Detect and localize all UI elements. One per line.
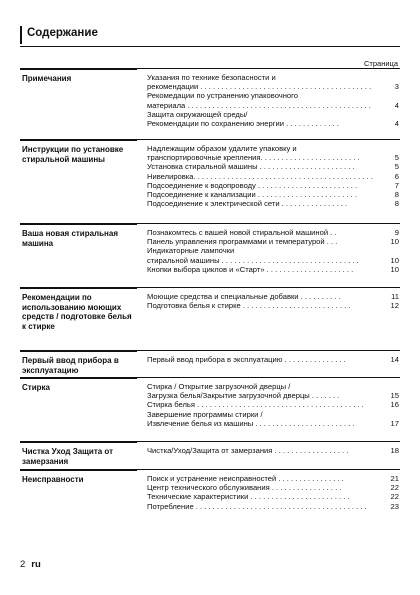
toc-entry-page: 18 xyxy=(390,446,399,455)
footer xyxy=(20,559,41,570)
toc-entry-text: Центр технического обслуживания . . . . . . . . . . . . . . . . . xyxy=(147,483,342,493)
toc-entry-text: Надлежащим образом удалите упаковку и xyxy=(147,144,297,153)
toc-entry-page: 3 xyxy=(394,82,399,92)
toc-entry-text: Указания по технике безопасности и xyxy=(147,73,276,82)
toc-entry-page: 8 xyxy=(394,199,399,209)
section-divider-bold xyxy=(20,139,137,141)
section-entries xyxy=(147,228,399,274)
toc-entry[interactable] xyxy=(147,82,399,91)
toc-entry[interactable] xyxy=(147,265,399,274)
toc-entry-text: стиральной машины . . . . . . . . . . . . . . . . . . . . . . . . . . . . . . . . . xyxy=(147,255,359,265)
toc-entry-text: Завершение программы стирки / xyxy=(147,409,263,419)
section-divider-bold xyxy=(20,68,137,70)
toc-entry-text: транспортировочные крепления. . . . . . . . . . . . . . . . . . . . . . . . xyxy=(147,153,360,163)
toc-entry[interactable] xyxy=(147,199,399,208)
toc-entry[interactable] xyxy=(147,119,399,128)
section-divider-bold xyxy=(20,287,137,289)
section-entries xyxy=(147,382,399,428)
toc-entry-page: 6 xyxy=(394,171,399,181)
toc-entry-page: 22 xyxy=(390,492,399,502)
toc-entry[interactable] xyxy=(147,256,399,265)
title-bar xyxy=(20,26,22,44)
language-code: ru xyxy=(31,559,41,570)
toc-entry-page: 10 xyxy=(390,255,399,265)
toc-entry-text: Моющие средства и специальные добавки . . . . . . . . . . xyxy=(147,292,341,301)
section-entries xyxy=(147,474,399,511)
toc-entry-page: 11 xyxy=(391,292,399,301)
toc-entry-text: Защита окружающей среды/ xyxy=(147,109,248,119)
toc-entry-text: Потребление . . . . . . . . . . . . . . . . . . . . . . . . . . . . . . . . . . . . . . . . . xyxy=(147,501,367,511)
section-heading: Ваша новая стиральная машина xyxy=(22,229,119,248)
toc-entry-page: 10 xyxy=(390,264,399,274)
toc-entry-text: Поиск и устранение неисправностей . . . . . . . . . . . . . . . . xyxy=(147,474,344,483)
section-divider-bold xyxy=(20,223,137,225)
toc-entry[interactable] xyxy=(147,419,399,428)
toc-entry[interactable] xyxy=(147,474,399,483)
title-rule xyxy=(20,46,400,47)
toc-entry-page: 16 xyxy=(390,400,399,410)
toc-entry-text: Подсоединение к электрической сети . . . . . . . . . . . . . . . . xyxy=(147,199,348,209)
toc-entry-text: Загрузка белья/Закрытие загрузочной дверцы . . . . . . . xyxy=(147,391,340,401)
toc-entry[interactable] xyxy=(147,446,399,455)
section-heading: Инструкции по установке стиральной машины xyxy=(22,145,124,164)
toc-entry[interactable] xyxy=(147,391,399,400)
toc-entry-text: Панель управления программами и температурой . . . xyxy=(147,237,338,247)
toc-entry-page: 5 xyxy=(394,153,399,163)
toc-entry[interactable] xyxy=(147,492,399,501)
toc-entry-text: Рекомедации по устранению упаковочного xyxy=(147,91,298,101)
toc-entry-text: Кнопки выбора циклов и «Старт» . . . . . . . . . . . . . . . . . . . . . xyxy=(147,264,354,274)
toc-entry-text: Стирка / Открытие загрузочной дверцы / xyxy=(147,382,291,391)
toc-entry[interactable] xyxy=(147,110,399,119)
section-divider-bold xyxy=(20,377,137,379)
toc-entry-text: рекомендации . . . . . . . . . . . . . . . . . . . . . . . . . . . . . . . . . . . . . . . . . xyxy=(147,82,372,92)
toc-entry-text: Познакомтесь с вашей новой стиральной машиной . . xyxy=(147,228,337,237)
toc-entry-text: Стирка белья . . . . . . . . . . . . . . . . . . . . . . . . . . . . . . . . . . . . . . . . xyxy=(147,400,364,410)
toc-entry-text: Подготовка белья к стирке . . . . . . . . . . . . . . . . . . . . . . . . . . xyxy=(147,301,351,311)
toc-entry[interactable] xyxy=(147,91,399,100)
toc-entry-text: Нивелировка. . . . . . . . . . . . . . . . . . . . . . . . . . . . . . . . . . . . . . . . . . . xyxy=(147,171,373,181)
toc-entry[interactable] xyxy=(147,237,399,246)
section-heading: Первый ввод прибора в эксплуатацию xyxy=(22,356,119,375)
toc-entry[interactable] xyxy=(147,190,399,199)
toc-entry-text: Установка стиральной машины . . . . . . . . . . . . . . . . . . . . . . . xyxy=(147,162,355,172)
toc-entry-page: 4 xyxy=(394,119,399,129)
toc-entry-page: 10 xyxy=(390,237,399,247)
toc-entry[interactable] xyxy=(147,410,399,419)
toc-entry-text: Индикаторные лампочки xyxy=(147,246,235,256)
toc-entry-text: Извлечение белья из машины . . . . . . . . . . . . . . . . . . . . . . . . xyxy=(147,418,355,428)
toc-entry[interactable] xyxy=(147,483,399,492)
toc-entry[interactable] xyxy=(147,246,399,255)
toc-entry[interactable] xyxy=(147,172,399,181)
section-heading: Стирка xyxy=(22,383,50,392)
toc-entry-page: 12 xyxy=(390,301,399,311)
toc-entry-page: 4 xyxy=(394,100,399,110)
toc-entry[interactable] xyxy=(147,355,399,364)
section-divider-bold xyxy=(20,441,137,443)
toc-entry-page: 8 xyxy=(394,190,399,200)
section-divider-bold xyxy=(20,469,137,471)
toc-entry[interactable] xyxy=(147,228,399,237)
toc-entry[interactable] xyxy=(147,382,399,391)
section-divider-bold xyxy=(20,350,137,352)
toc-entry-page: 22 xyxy=(390,483,399,493)
toc-entry-page: 15 xyxy=(390,391,399,401)
page-column-header: Страница xyxy=(364,59,398,68)
section-heading: Неисправности xyxy=(22,475,84,484)
toc-entry-text: Подсоединение к канализации . . . . . . . . . . . . . . . . . . . . . . . . xyxy=(147,190,358,200)
toc-entry[interactable] xyxy=(147,502,399,511)
section-heading: Примечания xyxy=(22,74,72,83)
section-entries xyxy=(147,292,399,310)
toc-entry-text: Чистка/Уход/Защита от замерзания . . . . . . . . . . . . . . . . . . xyxy=(147,446,349,455)
section-entries xyxy=(147,446,399,455)
section-entries xyxy=(147,73,399,128)
toc-entry-page: 23 xyxy=(390,501,399,511)
toc-entry[interactable] xyxy=(147,153,399,162)
toc-entry[interactable] xyxy=(147,292,399,301)
section-entries xyxy=(147,144,399,208)
toc-entry[interactable] xyxy=(147,144,399,153)
toc-entry[interactable] xyxy=(147,162,399,171)
toc-entry[interactable] xyxy=(147,73,399,82)
section-entries xyxy=(147,355,399,364)
page-title: Содержание xyxy=(27,27,98,39)
toc-entry-text: Подсоединение к водопроводу . . . . . . . . . . . . . . . . . . . . . . . . xyxy=(147,180,358,190)
toc-entry-text: материала . . . . . . . . . . . . . . . . . . . . . . . . . . . . . . . . . . . . . . . . . . . . xyxy=(147,100,371,110)
toc-entry[interactable] xyxy=(147,400,399,409)
section-heading: Чистка Уход Защита от замерзания xyxy=(22,447,114,466)
section-heading: Рекомендации по использованию моющих средств / подготовке белья к стирке xyxy=(22,293,132,331)
toc-entry-text: Рекомендации по сохранению энергии . . . . . . . . . . . . . xyxy=(147,119,339,129)
toc-entry-text: Первый ввод прибора в эксплуатацию . . . . . . . . . . . . . . . xyxy=(147,355,346,364)
toc-entry[interactable] xyxy=(147,301,399,310)
toc-entry-text: Технические характеристики . . . . . . . . . . . . . . . . . . . . . . . . xyxy=(147,492,350,502)
toc-entry-page: 7 xyxy=(394,180,399,190)
page-number: 2 xyxy=(20,559,26,570)
toc-entry[interactable] xyxy=(147,181,399,190)
toc-entry-page: 17 xyxy=(390,418,399,428)
toc-entry-page: 14 xyxy=(390,355,399,364)
toc-entry-page: 5 xyxy=(394,162,399,172)
toc-entry-page: 21 xyxy=(390,474,399,483)
toc-entry-page: 9 xyxy=(394,228,399,237)
toc-entry[interactable] xyxy=(147,101,399,110)
